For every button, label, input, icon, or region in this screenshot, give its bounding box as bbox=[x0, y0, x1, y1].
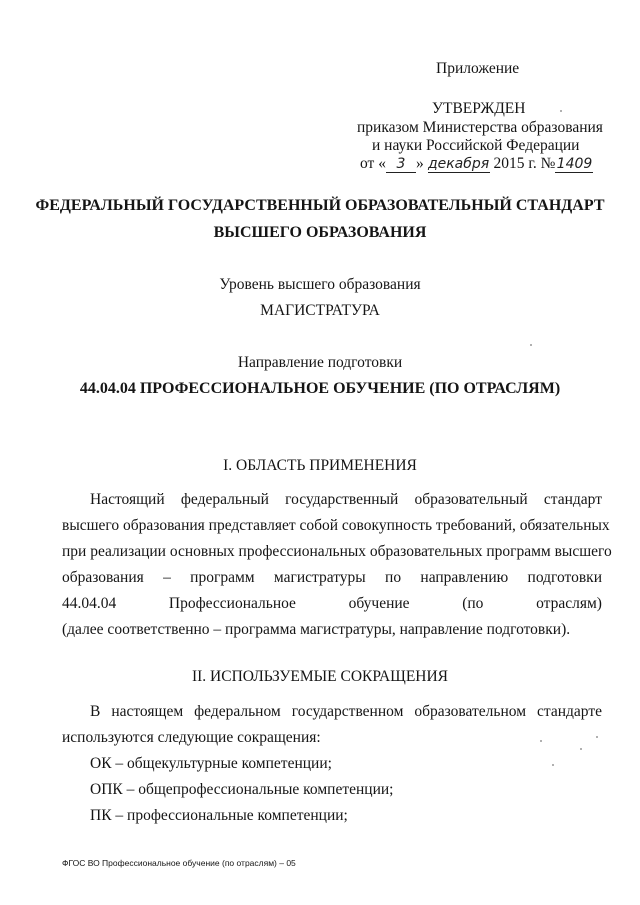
word: настоящем bbox=[111, 703, 184, 720]
word: государственный bbox=[285, 491, 399, 508]
word: В bbox=[90, 703, 101, 720]
level-value: МАГИСТРАТУРА bbox=[260, 302, 380, 319]
section-1-heading: I. ОБЛАСТЬ ПРИМЕНЕНИЯ bbox=[223, 457, 417, 474]
word: Профессиональное bbox=[168, 595, 296, 612]
word: по bbox=[385, 569, 402, 586]
scan-speck bbox=[552, 764, 554, 766]
abbreviation-item: ПК – профессиональные компетенции; bbox=[90, 807, 348, 824]
section-1-line-5 bbox=[62, 595, 602, 613]
word: стандарт bbox=[543, 491, 602, 508]
word: стандарте bbox=[537, 703, 602, 720]
date-day: 3 bbox=[386, 156, 416, 173]
document-title-line-2: ВЫСШЕГО ОБРАЗОВАНИЯ bbox=[213, 224, 427, 241]
word: (по bbox=[462, 595, 484, 612]
abbreviation-item: ОПК – общепрофессиональные компетенции; bbox=[90, 781, 394, 798]
section-2-line-2: используются следующие сокращения: bbox=[62, 729, 321, 746]
word: программ bbox=[190, 569, 255, 586]
word: – bbox=[163, 569, 171, 586]
order-line-1: приказом Министерства образования bbox=[357, 119, 603, 136]
section-1-line-4 bbox=[62, 569, 602, 587]
scan-speck bbox=[540, 740, 542, 742]
date-year: 2015 г. № bbox=[493, 155, 556, 172]
section-2-line-1 bbox=[90, 703, 602, 721]
word: федеральном bbox=[194, 703, 281, 720]
scan-speck bbox=[560, 110, 562, 112]
document-title-line-1: ФЕДЕРАЛЬНЫЙ ГОСУДАРСТВЕННЫЙ ОБРАЗОВАТЕЛЬНЫЙ СТАНДАРТ bbox=[35, 197, 605, 214]
word: образовательный bbox=[414, 491, 528, 508]
word: подготовки bbox=[527, 569, 602, 586]
section-1-line-2: высшего образования представляет собой совокупность требований, обязательных bbox=[62, 517, 610, 534]
section-2-heading: II. ИСПОЛЬЗУЕМЫЕ СОКРАЩЕНИЯ bbox=[191, 668, 449, 685]
order-date-line bbox=[360, 155, 593, 173]
scan-speck bbox=[596, 736, 598, 738]
word: 44.04.04 bbox=[62, 595, 117, 612]
approved-label: УТВЕРЖДЕН bbox=[432, 100, 526, 117]
section-1-line-6: (далее соответственно – программа магистратуры, направление подготовки). bbox=[62, 621, 571, 638]
direction-value: 44.04.04 ПРОФЕССИОНАЛЬНОЕ ОБУЧЕНИЕ (ПО ОТРАСЛЯМ) bbox=[79, 380, 561, 397]
word: обучение bbox=[348, 595, 410, 612]
scan-speck bbox=[580, 748, 582, 750]
word: магистратуры bbox=[273, 569, 366, 586]
section-1-line-1 bbox=[90, 491, 602, 509]
date-month: декабря bbox=[427, 156, 490, 172]
page-footer: ФГОС ВО Профессиональное обучение (по отраслям) – 05 bbox=[62, 858, 296, 868]
date-prefix: от « bbox=[360, 155, 386, 172]
level-label: Уровень высшего образования bbox=[219, 276, 421, 293]
word: направлению bbox=[420, 569, 509, 586]
section-1-line-3: при реализации основных профессиональных образовательных программ высшего bbox=[62, 543, 612, 560]
word: федеральный bbox=[180, 491, 269, 508]
word: образовательном bbox=[414, 703, 527, 720]
order-number: 1409 bbox=[556, 156, 593, 172]
word: государственном bbox=[291, 703, 404, 720]
scan-speck bbox=[530, 344, 532, 346]
order-line-2: и науки Российской Федерации bbox=[372, 137, 580, 154]
word: образования bbox=[62, 569, 144, 586]
word: Настоящий bbox=[90, 491, 165, 508]
word: отраслям) bbox=[536, 595, 602, 612]
appendix-label: Приложение bbox=[436, 60, 520, 77]
date-mid: » bbox=[415, 155, 424, 172]
direction-label: Направление подготовки bbox=[237, 354, 403, 371]
abbreviation-item: ОК – общекультурные компетенции; bbox=[90, 755, 332, 772]
